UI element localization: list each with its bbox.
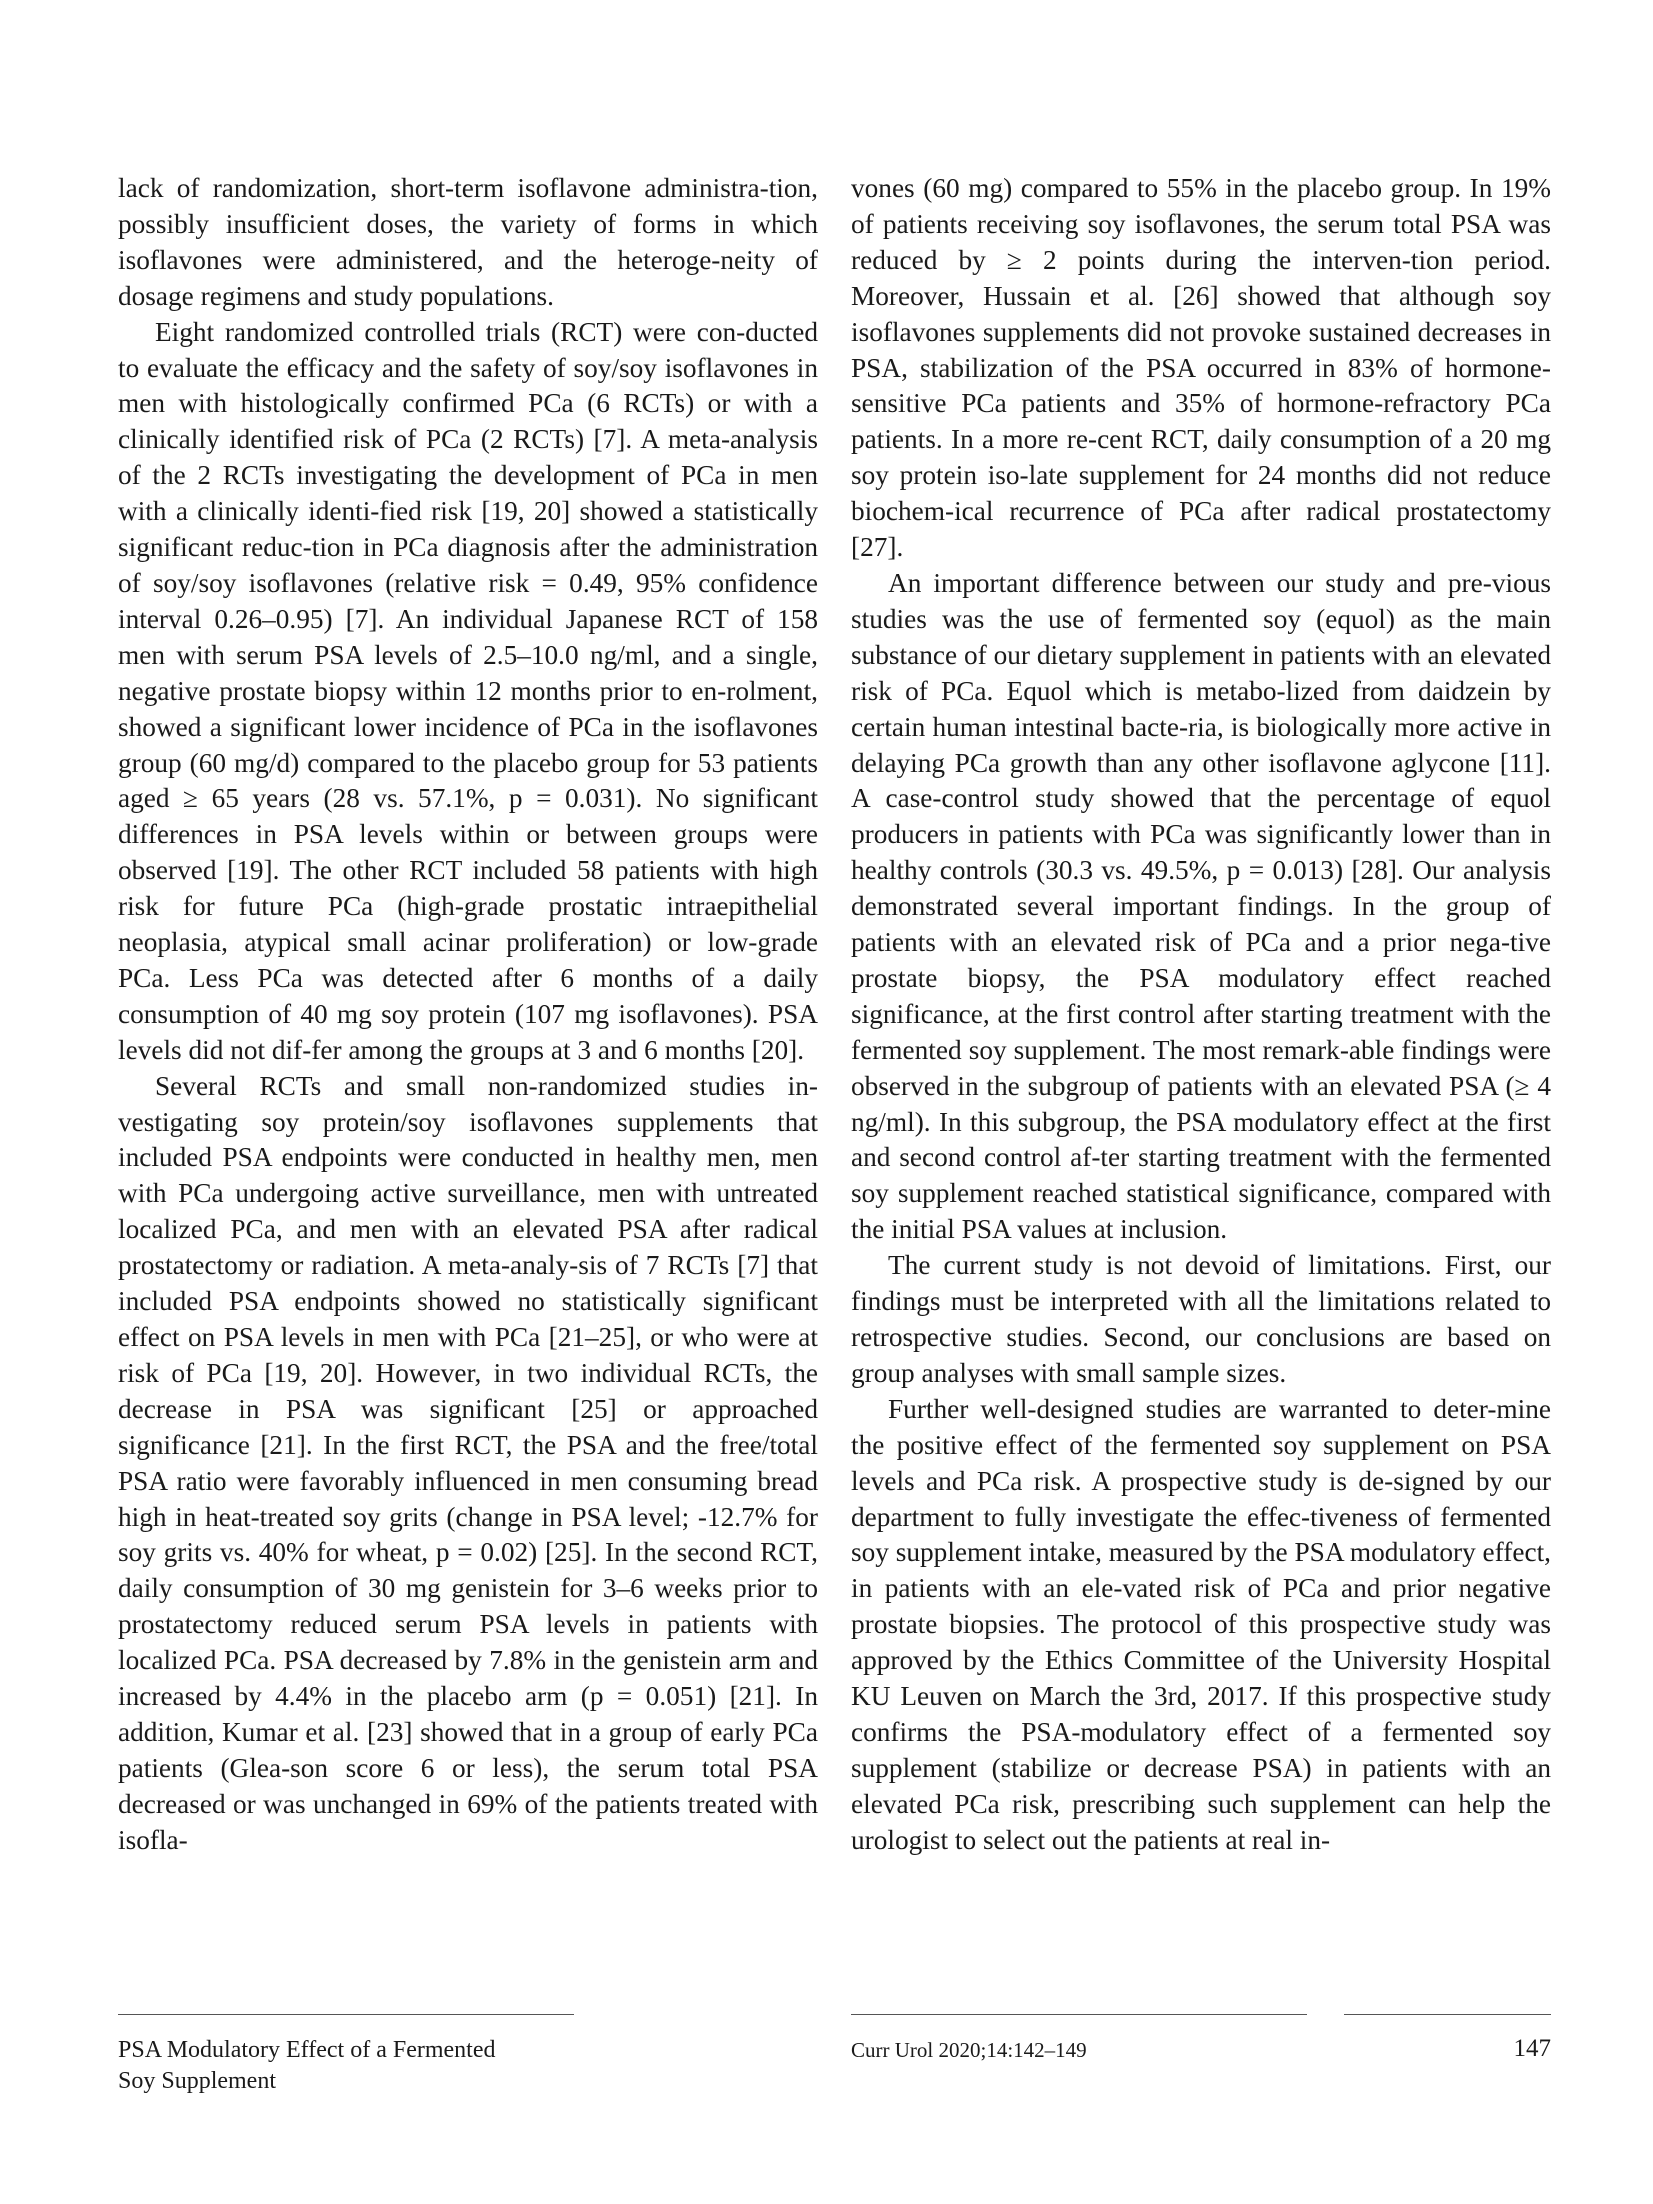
running-title-line: Soy Supplement — [118, 2068, 277, 2094]
body-paragraph: vones (60 mg) compared to 55% in the placebo group. In 19% of patients receiving soy isoflavones, the serum total PSA was reduced by ≥ 2 points during the interven-tion period. Moreover, Hussain et al. [26] showed that although soy isoflavones supplements did not provoke sustained decreases in PSA, stabilization of the PSA occurred in 83% of hormone-sensitive PCa patients and 35% of hormone-refractory PCa patients. In a more re-cent RCT, daily consumption of a 20 mg soy protein iso-late supplement for 24 months did not reduce biochem-ical recurrence of PCa after radical prostatectomy [27]. — [851, 173, 1551, 563]
running-title-line: PSA Modulatory Effect of a Fermented — [118, 2037, 496, 2063]
body-paragraph: lack of randomization, short-term isoflavone administra-tion, possibly insufficient doses, the variety of forms in which isoflavones were administered, and the heteroge-neity of dosage regimens and study populations. — [118, 173, 818, 311]
left-text-column — [118, 171, 818, 1859]
page-number: 147 — [1513, 2035, 1551, 2062]
footer-divider-right — [1344, 2014, 1551, 2015]
body-paragraph: Several RCTs and small non-randomized studies in-vestigating soy protein/soy isoflavones supplements that included PSA endpoints were conducted in healthy men, men with PCa undergoing active surveillance, men with untreated localized PCa, and men with an elevated PSA after radical prostatectomy or radiation. A meta-analy-sis of 7 RCTs [7] that included PSA endpoints showed no statistically significant effect on PSA levels in men with PCa [21–25], or who were at risk of PCa [19, 20]. However, in two individual RCTs, the decrease in PSA was significant [25] or approached significance [21]. In the first RCT, the PSA and the free/total PSA ratio were favorably influenced in men consuming bread high in heat-treated soy grits (change in PSA level; -12.7% for soy grits vs. 40% for wheat, p = 0.02) [25]. In the second RCT, daily consumption of 30 mg genistein for 3–6 weeks prior to prostatectomy reduced serum PSA levels in patients with localized PCa. PSA decreased by 7.8% in the genistein arm and increased by 4.4% in the placebo arm (p = 0.051) [21]. In addition, Kumar et al. [23] showed that in a group of early PCa patients (Glea-son score 6 or less), the serum total PSA decreased or was unchanged in 69% of the patients treated with isofla- — [118, 1070, 818, 1855]
body-paragraph: Further well-designed studies are warranted to deter-mine the positive effect of the fermented soy supplement on PSA levels and PCa risk. A prospective study is de-signed by our department to fully investigate the effec-tiveness of fermented soy supplement intake, measured by the PSA modulatory effect, in patients with an ele-vated risk of PCa and prior negative prostate biopsies. The protocol of this prospective study was approved by the Ethics Committee of the University Hospital KU Leuven on March the 3rd, 2017. If this prospective study confirms the PSA-modulatory effect of a fermented soy supplement (stabilize or decrease PSA) in patients with an elevated PCa risk, prescribing such supplement can help the urologist to select out the patients at real in- — [851, 1393, 1551, 1855]
running-title — [118, 2035, 574, 2097]
body-paragraph: An important difference between our study and pre-vious studies was the use of fermented soy (equol) as the main substance of our dietary supplement in patients with an elevated risk of PCa. Equol which is metabo-lized from daidzein by certain human intestinal bacte-ria, is biologically more active in delaying PCa growth than any other isoflavone aglycone [11]. A case-control study showed that the percentage of equol producers in patients with PCa was significantly lower than in healthy controls (30.3 vs. 49.5%, p = 0.013) [28]. Our analysis demonstrated several important findings. In the group of patients with an elevated risk of PCa and a prior nega-tive prostate biopsy, the PSA modulatory effect reached significance, at the first control after starting treatment with the fermented soy supplement. The most remark-able findings were observed in the subgroup of patients with an elevated PSA (≥ 4 ng/ml). In this subgroup, the PSA modulatory effect at the first and second control af-ter starting treatment with the fermented soy supplement reached statistical significance, compared with the initial PSA values at inclusion. — [851, 567, 1551, 1245]
body-paragraph: Eight randomized controlled trials (RCT) were con-ducted to evaluate the efficacy and the safety of soy/soy isoflavones in men with histologically confirmed PCa (6 RCTs) or with a clinically identified risk of PCa (2 RCTs) [7]. A meta-analysis of the 2 RCTs investigating the development of PCa in men with a clinically identi-fied risk [19, 20] showed a statistically significant reduc-tion in PCa diagnosis after the administration of soy/soy isoflavones (relative risk = 0.49, 95% confidence interval 0.26–0.95) [7]. An individual Japanese RCT of 158 men with serum PSA levels of 2.5–10.0 ng/ml, and a single, negative prostate biopsy within 12 months prior to en-rolment, showed a significant lower incidence of PCa in the isoflavones group (60 mg/d) compared to the placebo group for 53 patients aged ≥ 65 years (28 vs. 57.1%, p = 0.031). No significant differences in PSA levels within or between groups were observed [19]. The other RCT included 58 patients with high risk for future PCa (high-grade prostatic intraepithelial neoplasia, atypical small acinar proliferation) or low-grade PCa. Less PCa was detected after 6 months of a daily consumption of 40 mg soy protein (107 mg isoflavones). PSA levels did not dif-fer among the groups at 3 and 6 months [20]. — [118, 316, 818, 1065]
footer-divider-middle — [851, 2014, 1307, 2015]
right-text-column — [851, 171, 1551, 1859]
journal-citation: Curr Urol 2020;14:142–149 — [851, 2038, 1087, 2062]
body-paragraph: The current study is not devoid of limitations. First, our findings must be interpreted with all the limitations related to retrospective studies. Second, our conclusions are based on group analyses with small sample sizes. — [851, 1250, 1551, 1388]
footer-divider-left — [118, 2014, 574, 2015]
